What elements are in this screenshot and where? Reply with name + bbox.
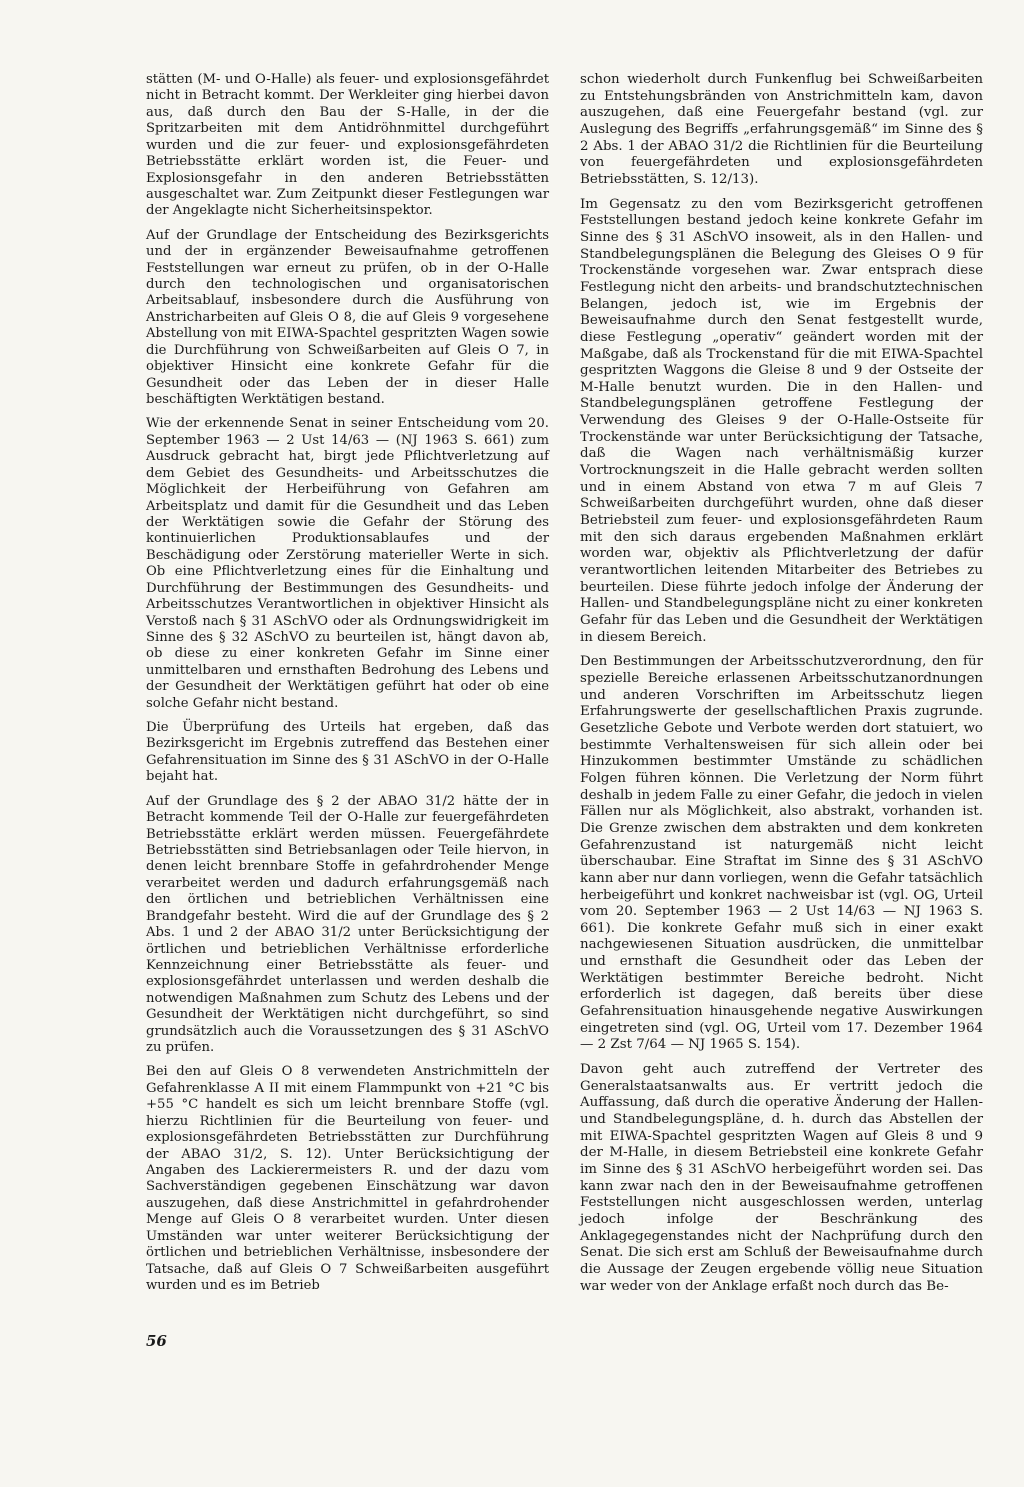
paragraph: Den Bestimmungen der Arbeitsschutzverordnung, den für spezielle Bereiche erlassenen Arbeitsschutzanordnungen und anderen Vorschriften im Arbeitsschutz liegen Erfahrungswerte der gesellschaftlichen Praxis zugrunde. Gesetzliche Gebote und Verbote werden dort statuiert, wo bestimmte Verhaltensweisen für sich allein oder bei Hinzukommen bestimmter Umstände zu schädlichen Folgen führen können. Die Verletzung der Norm führt deshalb in jedem Falle zu einer Gefahr, die jedoch in vielen Fällen nur als Möglichkeit, also abstrakt, vorhanden ist. Die Grenze zwischen dem abstrakten und dem konkreten Gefahrenzustand ist naturgemäß nicht leicht überschaubar. Eine Straftat im Sinne des § 31 ASchVO kann aber nur dann vorliegen, wenn die Gefahr tatsächlich herbeigeführt und konkret nachweisbar ist (vgl. OG, Urteil vom 20. September 1963 — 2 Ust 14/63 — NJ 1963 S. 661). Die konkrete Gefahr muß sich in einer exakt nachgewiesenen Situation ausdrücken, die unmittelbar und ernsthaft die Gesundheit oder das Leben der Werktätigen bestimmter Bereiche bedroht. Nicht erforderlich ist dagegen, daß bereits über diese Gefahrensituation hinausgehende negative Auswirkungen eingetreten sind (vgl. OG, Urteil vom 17. Dezember 1964 — 2 Zst 7/64 — NJ 1965 S. 154). bbox=[580, 654, 983, 1053]
left-column bbox=[146, 72, 549, 1302]
paragraph: stätten (M- und O-Halle) als feuer- und explosionsgefährdet nicht in Betracht kommt. Der Werkleiter ging hierbei davon aus, daß durch den Bau der S-Halle, in der die Spritzarbeiten mit dem Antidröhnmittel durchgeführt wurden und die zur feuer- und explosionsgefährdeten Betriebsstätte erklärt worden ist, die Feuer- und Explosionsgefahr in den anderen Betriebsstätten ausgeschaltet war. Zum Zeitpunkt dieser Festlegungen war der Angeklagte nicht Sicherheitsinspektor. bbox=[146, 72, 549, 219]
paragraph: Im Gegensatz zu den vom Bezirksgericht getroffenen Feststellungen bestand jedoch keine konkrete Gefahr im Sinne des § 31 ASchVO insoweit, als in den Hallen- und Standbelegungsplänen die Belegung des Gleises O 9 für Trockenstände vorgesehen war. Zwar entsprach diese Festlegung nicht den arbeits- und brandschutztechnischen Belangen, jedoch ist, wie im Ergebnis der Beweisaufnahme durch den Senat festgestellt wurde, diese Festlegung „operativ“ geändert worden mit der Maßgabe, daß als Trockenstand für die mit EIWA-Spachtel gespritzten Waggons die Gleise 8 und 9 der Ostseite der M-Halle benutzt wurden. Die in den Hallen- und Standbelegungsplänen getroffene Festlegung der Verwendung des Gleises 9 der O-Halle-Ostseite für Trockenstände war unter Berücksichtigung der Tatsache, daß die Wagen nach verhältnismäßig kurzer Vortrocknungszeit in die Halle gebracht werden sollten und in einem Abstand von etwa 7 m auf Gleis 7 Schweißarbeiten durchgeführt wurden, ohne daß dieser Betriebsteil zum feuer- und explosionsgefährdeten Raum mit den sich daraus ergebenden Maßnahmen erklärt worden war, objektiv als Pflichtverletzung der dafür verantwortlichen leitenden Mitarbeiter des Betriebes zu beurteilen. Diese führte jedoch infolge der Änderung der Hallen- und Standbelegungspläne nicht zu einer konkreten Gefahr für das Leben und die Gesundheit der Werktätigen in diesem Bereich. bbox=[580, 196, 983, 645]
paragraph: Auf der Grundlage des § 2 der ABAO 31/2 hätte der in Betracht kommende Teil der O-Halle zur feuergefährdeten Betriebsstätte erklärt werden müssen. Feuergefährdete Betriebsstätten sind Betriebsanlagen oder Teile hiervon, in denen leicht brennbare Stoffe in gefahrdrohender Menge verarbeitet werden und dadurch erfahrungsgemäß nach den örtlichen und betrieblichen Verhältnissen eine Brandgefahr besteht. Wird die auf der Grundlage des § 2 Abs. 1 und 2 der ABAO 31/2 unter Berücksichtigung der örtlichen und betrieblichen Verhältnisse erforderliche Kennzeichnung einer Betriebsstätte als feuer- und explosionsgefährdet unterlassen und werden deshalb die notwendigen Maßnahmen zum Schutz des Lebens und der Gesundheit der Werktätigen nicht durchgeführt, so sind grundsätzlich auch die Voraussetzungen des § 31 ASchVO zu prüfen. bbox=[146, 793, 549, 1056]
paragraph: Die Überprüfung des Urteils hat ergeben, daß das Bezirksgericht im Ergebnis zutreffend das Bestehen einer Gefahrensituation im Sinne des § 31 ASchVO in der O-Halle bejaht hat. bbox=[146, 720, 549, 785]
paragraph: Wie der erkennende Senat in seiner Entscheidung vom 20. September 1963 — 2 Ust 14/63 — (NJ 1963 S. 661) zum Ausdruck gebracht hat, birgt jede Pflichtverletzung auf dem Gebiet des Gesundheits- und Arbeitsschutzes die Möglichkeit der Herbeiführung von Gefahren am Arbeitsplatz und damit für die Gesundheit und das Leben der Werktätigen sowie die Gefahr der Störung des kontinuierlichen Produktionsablaufes und der Beschädigung oder Zerstörung materieller Werte in sich. Ob eine Pflichtverletzung eines für die Einhaltung und Durchführung der Bestimmungen des Gesundheits- und Arbeitsschutzes Verantwortlichen in objektiver Hinsicht als Verstoß nach § 31 ASchVO oder als Ordnungswidrigkeit im Sinne des § 32 ASchVO zu beurteilen ist, hängt davon ab, ob diese zu einer konkreten Gefahr im Sinne einer unmittelbaren und ernsthaften Bedrohung des Lebens und der Gesundheit der Werktätigen geführt hat oder ob eine solche Gefahr nicht bestand. bbox=[146, 416, 549, 711]
paragraph: schon wiederholt durch Funkenflug bei Schweißarbeiten zu Entstehungsbränden von Anstrichmitteln kam, davon auszugehen, daß eine Feuergefahr bestand (vgl. zur Auslegung des Begriffs „erfahrungsgemäß“ im Sinne des § 2 Abs. 1 der ABAO 31/2 die Richtlinien für die Beurteilung von feuergefährdeten und explosionsgefährdeten Betriebsstätten, S. 12/13). bbox=[580, 72, 983, 187]
paragraph: Davon geht auch zutreffend der Vertreter des Generalstaatsanwalts aus. Er vertritt jedoch die Auffassung, daß durch die operative Änderung der Hallen- und Standbelegungspläne, d. h. durch das Abstellen der mit EIWA-Spachtel gespritzten Wagen auf Gleis 8 und 9 der M-Halle, in diesem Betriebsteil eine konkrete Gefahr im Sinne des § 31 ASchVO herbeigeführt worden sei. Das kann zwar nach den in der Beweisaufnahme getroffenen Feststellungen nicht ausgeschlossen werden, unterlag jedoch infolge der Beschränkung des Anklagegegenstandes nicht der Nachprüfung durch den Senat. Die sich erst am Schluß der Beweisaufnahme durch die Aussage der Zeugen ergebende völlig neue Situation war weder von der Anklage erfaßt noch durch das Be- bbox=[580, 1062, 983, 1294]
paragraph: Bei den auf Gleis O 8 verwendeten Anstrichmitteln der Gefahrenklasse A II mit einem Flammpunkt von +21 °C bis +55 °C handelt es sich um leicht brennbare Stoffe (vgl. hierzu Richtlinien für die Beurteilung von feuer- und explosionsgefährdeten Betriebsstätten zur Durchführung der ABAO 31/2, S. 12). Unter Berücksichtigung der Angaben des Lackierermeisters R. und der dazu vom Sachverständigen gegebenen Einschätzung war davon auszugehen, daß diese Anstrichmittel in gefahrdrohender Menge auf Gleis O 8 verarbeitet wurden. Unter diesen Umständen war unter weiterer Berücksichtigung der örtlichen und betrieblichen Verhältnisse, insbesondere der Tatsache, daß auf Gleis O 7 Schweißarbeiten ausgeführt wurden und es im Betrieb bbox=[146, 1064, 549, 1293]
page-number: 56 bbox=[146, 1332, 167, 1350]
right-column bbox=[580, 72, 983, 1303]
paragraph: Auf der Grundlage der Entscheidung des Bezirksgerichts und der in ergänzender Beweisaufnahme getroffenen Feststellungen war erneut zu prüfen, ob in der O-Halle durch den technologischen und organisatorischen Arbeitsablauf, insbesondere durch die Ausführung von Anstricharbeiten auf Gleis O 8, die auf Gleis 9 vorgesehene Abstellung von mit EIWA-Spachtel gespritzten Wagen sowie die Durchführung von Schweißarbeiten auf Gleis O 7, in objektiver Hinsicht eine konkrete Gefahr für die Gesundheit oder das Leben der in dieser Halle beschäftigten Werktätigen bestand. bbox=[146, 227, 549, 408]
